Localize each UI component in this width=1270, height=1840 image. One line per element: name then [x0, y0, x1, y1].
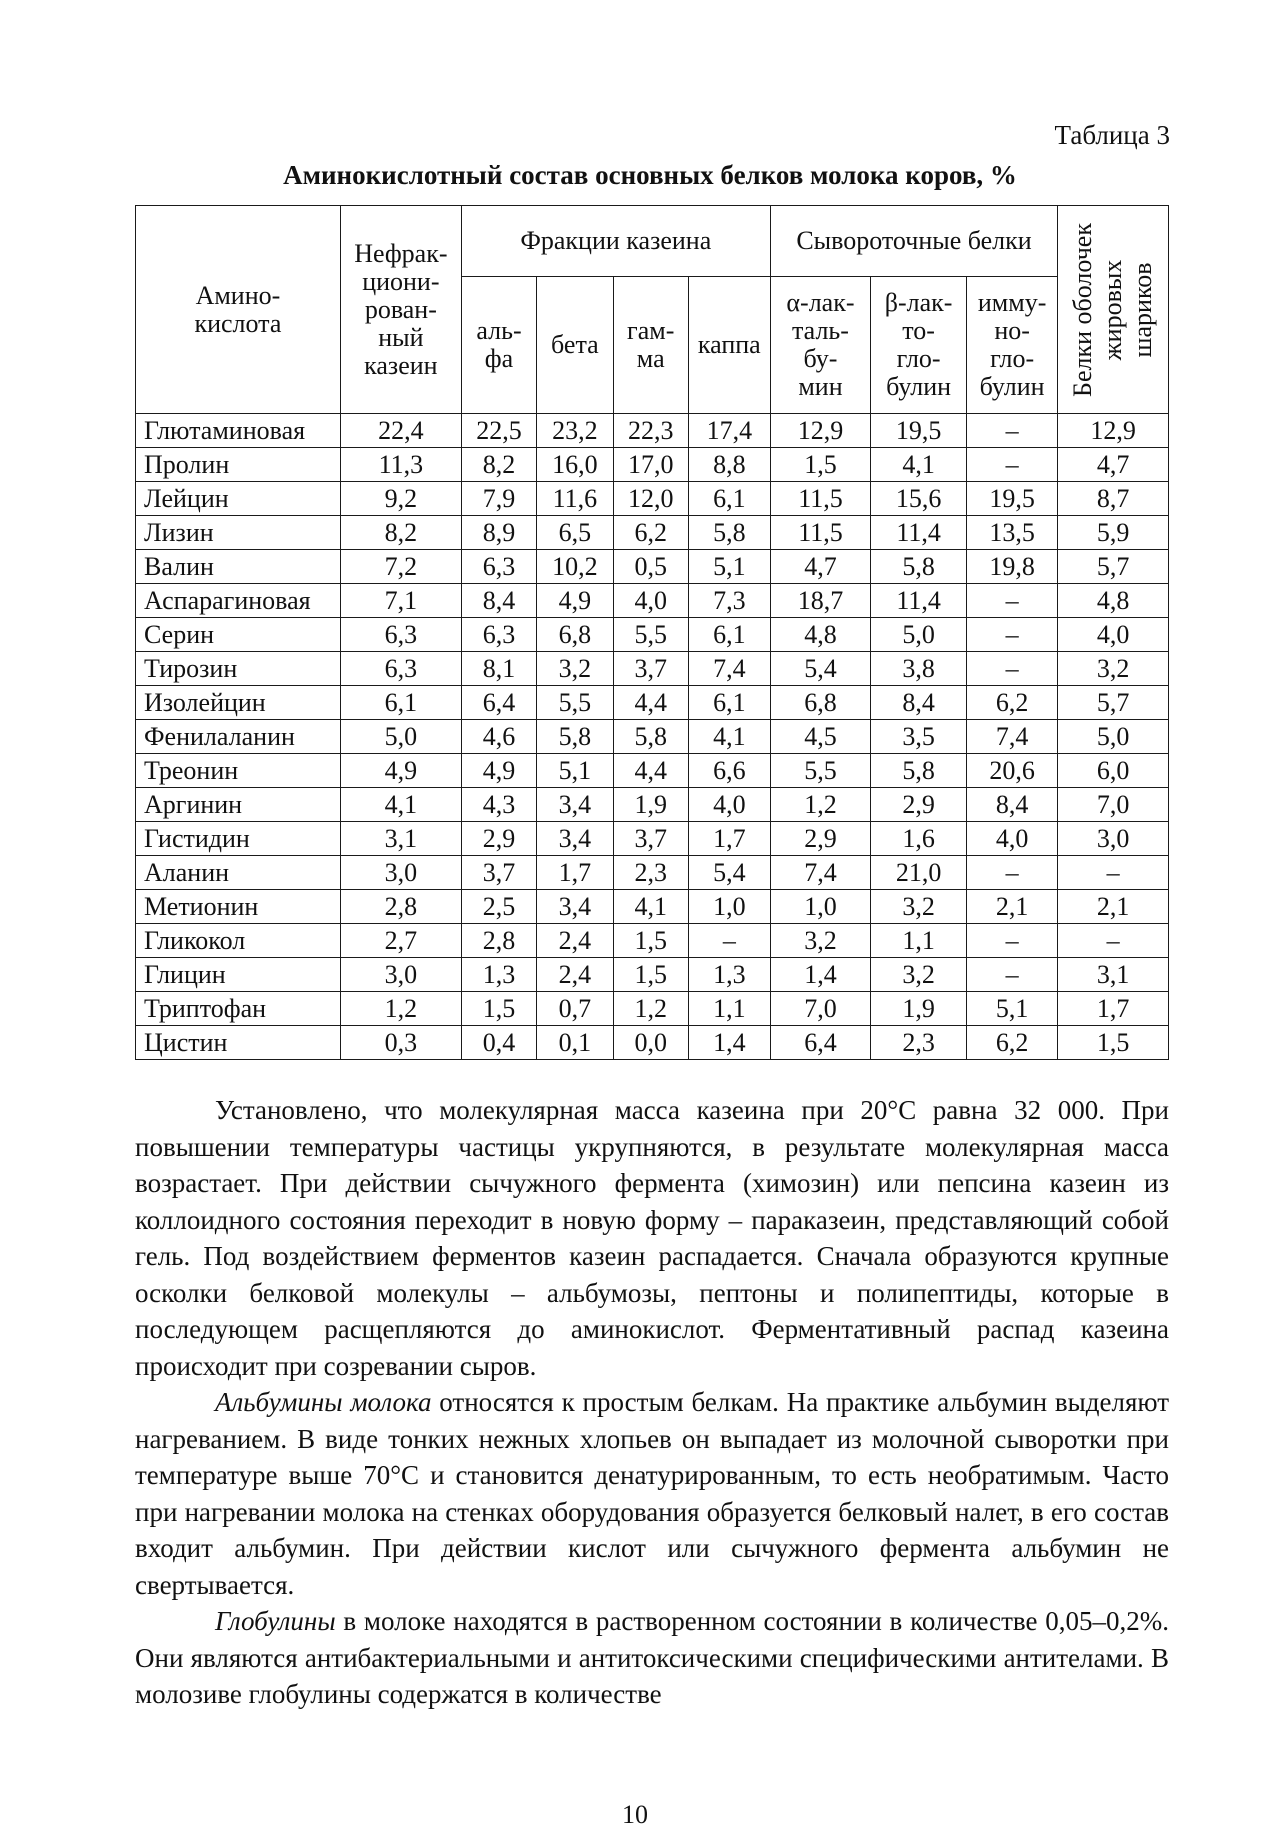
paragraph-casein: Установлено, что молекулярная масса казеина при 20°С равна 32 000. При повышении температуры частицы укрупняются, в результате молекулярная масса возрастает. При действии сычужного фермента (химозин) или пепсина казеин из коллоидного состояния переходит в новую форму – параказеин, представляющий собой гель. Под воздействием ферментов казеин распадается. Сначала образуются крупные осколки белковой молекулы – альбумозы, пептоны и полипептиды, которые в последующем расщепляются до аминокислот. Ферментативный распад казеина происходит при созревании сыров. [135, 1095, 1169, 1381]
table-row [136, 584, 1169, 618]
table-cell: 4,6 [461, 720, 536, 754]
table-cell: 17,4 [688, 414, 770, 448]
table-cell: 1,1 [871, 924, 967, 958]
table-cell: 1,0 [770, 890, 870, 924]
table-cell: 3,0 [340, 856, 461, 890]
table-cell: 5,1 [537, 754, 613, 788]
table-row [136, 1026, 1169, 1060]
table-cell: 4,4 [613, 754, 688, 788]
table-body [136, 414, 1169, 1060]
table-cell: 4,1 [613, 890, 688, 924]
amino-acid-name: Гликокол [136, 924, 341, 958]
table-cell: 4,1 [871, 448, 967, 482]
table-cell: 19,8 [967, 550, 1058, 584]
table-row [136, 958, 1169, 992]
table-cell: 4,9 [340, 754, 461, 788]
table-cell: 4,7 [770, 550, 870, 584]
table-cell: 17,0 [613, 448, 688, 482]
table-cell: – [1058, 856, 1169, 890]
table-cell: 5,4 [770, 652, 870, 686]
header-nonfractionated-casein [340, 206, 461, 414]
table-cell: 7,3 [688, 584, 770, 618]
table-cell: 8,7 [1058, 482, 1169, 516]
table-cell: 3,7 [613, 822, 688, 856]
table-row [136, 822, 1169, 856]
term-globulins: Глобулины [215, 1606, 336, 1636]
table-cell: 11,5 [770, 516, 870, 550]
header-lactalbumin-line-3: бу- [803, 344, 838, 373]
table-cell: 6,5 [537, 516, 613, 550]
table-cell: – [967, 414, 1058, 448]
table-cell: 4,9 [461, 754, 536, 788]
table-cell: 5,7 [1058, 550, 1169, 584]
table-cell: 4,7 [1058, 448, 1169, 482]
table-cell: 5,8 [871, 550, 967, 584]
table-cell: 12,9 [1058, 414, 1169, 448]
header-casein-fractions: Фракции казеина [461, 206, 770, 277]
table-cell: 1,7 [537, 856, 613, 890]
table-cell: – [967, 448, 1058, 482]
table-cell: 22,5 [461, 414, 536, 448]
header-nonfrac-line-5: казеин [364, 350, 438, 380]
table-cell: 1,2 [613, 992, 688, 1026]
table-cell: 18,7 [770, 584, 870, 618]
header-lactalbumin-line-2: таль- [792, 316, 849, 345]
table-cell: 1,9 [613, 788, 688, 822]
table-cell: 2,5 [461, 890, 536, 924]
table-cell: 0,7 [537, 992, 613, 1026]
table-cell: 8,4 [871, 686, 967, 720]
table-cell: 1,3 [688, 958, 770, 992]
amino-acid-name: Аспарагиновая [136, 584, 341, 618]
table-cell: 3,4 [537, 890, 613, 924]
table-cell: 1,2 [340, 992, 461, 1026]
table-cell: 2,7 [340, 924, 461, 958]
table-row [136, 448, 1169, 482]
table-cell: 1,9 [871, 992, 967, 1026]
table-cell: – [967, 652, 1058, 686]
table-cell: 7,0 [770, 992, 870, 1026]
table-cell: 5,5 [537, 686, 613, 720]
amino-acid-name: Серин [136, 618, 341, 652]
term-albumins: Альбумины молока [215, 1387, 432, 1417]
table-cell: 7,4 [967, 720, 1058, 754]
header-lactoglobulin-line-3: гло- [896, 344, 941, 373]
table-cell: 3,2 [537, 652, 613, 686]
table-cell: 4,3 [461, 788, 536, 822]
table-cell: 3,8 [871, 652, 967, 686]
table-row [136, 754, 1169, 788]
table-cell: 4,0 [613, 584, 688, 618]
table-cell: 1,7 [688, 822, 770, 856]
table-cell: 3,1 [340, 822, 461, 856]
table-cell: 7,2 [340, 550, 461, 584]
table-cell: 6,1 [688, 686, 770, 720]
table-cell: 4,1 [340, 788, 461, 822]
header-amino-line-2: кислота [194, 308, 282, 338]
paragraph-globulins [135, 1603, 1169, 1713]
amino-acid-name: Глютаминовая [136, 414, 341, 448]
amino-acid-name: Глицин [136, 958, 341, 992]
table-cell: 1,1 [688, 992, 770, 1026]
table-row [136, 856, 1169, 890]
table-cell: 4,0 [967, 822, 1058, 856]
table-cell: – [967, 584, 1058, 618]
table-cell: 3,5 [871, 720, 967, 754]
header-whey-proteins: Сывороточные белки [770, 206, 1057, 277]
header-lactalbumin-line-4: мин [798, 372, 843, 401]
header-fat-line-1: Белки оболочек [1068, 222, 1098, 397]
table-cell: 1,0 [688, 890, 770, 924]
table-row [136, 652, 1169, 686]
table-cell: – [1058, 924, 1169, 958]
header-gamma-line-1: гам- [627, 316, 675, 345]
table-cell: 8,9 [461, 516, 536, 550]
table-cell: – [688, 924, 770, 958]
table-cell: 4,0 [688, 788, 770, 822]
table-cell: 6,3 [340, 652, 461, 686]
table-cell: 2,4 [537, 958, 613, 992]
amino-acid-table [135, 205, 1169, 1060]
table-cell: 11,4 [871, 516, 967, 550]
table-cell: 9,2 [340, 482, 461, 516]
table-row [136, 516, 1169, 550]
table-cell: 11,4 [871, 584, 967, 618]
table-row [136, 618, 1169, 652]
table-row [136, 686, 1169, 720]
table-cell: 4,9 [537, 584, 613, 618]
table-row [136, 890, 1169, 924]
table-cell: 2,9 [871, 788, 967, 822]
table-row [136, 992, 1169, 1026]
table-cell: 12,0 [613, 482, 688, 516]
table-cell: 5,5 [770, 754, 870, 788]
header-lactoglobulin-line-2: то- [902, 316, 935, 345]
header-nonfrac-line-1: Нефрак- [354, 238, 448, 268]
table-cell: 19,5 [871, 414, 967, 448]
amino-acid-name: Валин [136, 550, 341, 584]
table-cell: 22,3 [613, 414, 688, 448]
header-fat-line-3: шариков [1128, 261, 1158, 358]
table-cell: 0,4 [461, 1026, 536, 1060]
header-amino-acid [136, 206, 341, 414]
table-cell: 1,5 [770, 448, 870, 482]
amino-acid-name: Аргинин [136, 788, 341, 822]
table-cell: 6,2 [613, 516, 688, 550]
header-nonfrac-line-2: циони- [362, 266, 440, 296]
header-immunoglobulin-line-3: гло- [990, 344, 1035, 373]
table-cell: 20,6 [967, 754, 1058, 788]
table-cell: 6,2 [967, 686, 1058, 720]
table-cell: 6,4 [770, 1026, 870, 1060]
table-cell: 1,4 [770, 958, 870, 992]
header-gamma-line-2: ма [636, 344, 665, 373]
table-cell: 5,5 [613, 618, 688, 652]
table-cell: 2,8 [461, 924, 536, 958]
table-cell: 0,1 [537, 1026, 613, 1060]
table-cell: 3,4 [537, 788, 613, 822]
table-cell: 3,2 [871, 958, 967, 992]
table-cell: 1,5 [1058, 1026, 1169, 1060]
header-lactoglobulin-line-4: булин [886, 372, 952, 401]
page-number: 10 [622, 1800, 648, 1829]
table-cell: 21,0 [871, 856, 967, 890]
table-cell: 1,5 [613, 958, 688, 992]
body-text [135, 1092, 1169, 1713]
table-row [136, 550, 1169, 584]
table-cell: – [967, 924, 1058, 958]
header-kappa: каппа [688, 277, 770, 414]
header-immunoglobulin-line-1: имму- [977, 288, 1047, 317]
amino-acid-name: Фенилаланин [136, 720, 341, 754]
table-cell: 6,3 [461, 618, 536, 652]
table-cell: 6,3 [340, 618, 461, 652]
table-cell: 6,8 [770, 686, 870, 720]
header-alpha-lactalbumin [770, 277, 870, 414]
table-cell: 11,6 [537, 482, 613, 516]
paragraph-albumins-text: относятся к простым белкам. На практике альбумин выделяют нагреванием. В виде тонких нежных хлопьев он выпадает из молочной сыворотки при температуре выше 70°С и становится денатурированным, то есть необратимым. Часто при нагревании молока на стенках оборудования образуется белковый налет, в его состав входит альбумин. При действии кислот или сычужного фермента альбумин не свертывается. [135, 1387, 1169, 1600]
table-cell: 0,3 [340, 1026, 461, 1060]
header-fat-line-2: жировых [1098, 259, 1128, 360]
table-cell: 3,2 [1058, 652, 1169, 686]
table-title: Аминокислотный состав основных белков молока коров, % [283, 160, 1017, 190]
table-cell: 8,8 [688, 448, 770, 482]
table-cell: 3,1 [1058, 958, 1169, 992]
table-cell: 11,5 [770, 482, 870, 516]
table-cell: 6,8 [537, 618, 613, 652]
table-label: Таблица 3 [1054, 120, 1170, 150]
table-cell: 6,2 [967, 1026, 1058, 1060]
table-cell: 6,3 [461, 550, 536, 584]
table-row [136, 924, 1169, 958]
amino-acid-name: Лизин [136, 516, 341, 550]
header-nonfrac-line-4: ный [378, 322, 424, 352]
header-lactalbumin-line-1: α-лак- [786, 288, 855, 317]
table-cell: 0,5 [613, 550, 688, 584]
table-cell: 1,7 [1058, 992, 1169, 1026]
table-row [136, 788, 1169, 822]
table-cell: 5,9 [1058, 516, 1169, 550]
table-cell: 10,2 [537, 550, 613, 584]
table-cell: 7,4 [688, 652, 770, 686]
table-cell: 8,4 [461, 584, 536, 618]
table-cell: 5,7 [1058, 686, 1169, 720]
table-cell: 8,2 [340, 516, 461, 550]
amino-acid-name: Метионин [136, 890, 341, 924]
table-cell: 15,6 [871, 482, 967, 516]
table-cell: 5,1 [967, 992, 1058, 1026]
table-cell: 3,2 [871, 890, 967, 924]
table-cell: 6,1 [340, 686, 461, 720]
table-cell: 1,5 [613, 924, 688, 958]
table-cell: 1,3 [461, 958, 536, 992]
amino-acid-name: Треонин [136, 754, 341, 788]
table-cell: 6,1 [688, 618, 770, 652]
table-cell: 3,0 [1058, 822, 1169, 856]
table-cell: 3,2 [770, 924, 870, 958]
table-cell: 2,1 [1058, 890, 1169, 924]
header-immunoglobulin [967, 277, 1058, 414]
table-cell: 7,4 [770, 856, 870, 890]
table-cell: 13,5 [967, 516, 1058, 550]
table-cell: 5,8 [537, 720, 613, 754]
table-cell: 8,2 [461, 448, 536, 482]
table-cell: 11,3 [340, 448, 461, 482]
table-cell: 2,9 [461, 822, 536, 856]
table-cell: 5,1 [688, 550, 770, 584]
header-amino-line-1: Амино- [195, 280, 281, 310]
table-cell: 16,0 [537, 448, 613, 482]
table-cell: 3,7 [613, 652, 688, 686]
table-cell: 2,1 [967, 890, 1058, 924]
amino-acid-name: Цистин [136, 1026, 341, 1060]
paragraph-globulins-text: в молоке находятся в растворенном состоянии в количестве 0,05–0,2%. Они являются антибактериальными и антитоксическими специфическими антителами. В молозиве глобулины содержатся в количестве [135, 1606, 1169, 1709]
table-cell: 5,8 [688, 516, 770, 550]
header-gamma [613, 277, 688, 414]
table-cell: 3,7 [461, 856, 536, 890]
table-cell: 8,1 [461, 652, 536, 686]
header-immunoglobulin-line-2: но- [994, 316, 1030, 345]
table-cell: 5,0 [1058, 720, 1169, 754]
amino-acid-name: Триптофан [136, 992, 341, 1026]
amino-acid-name: Лейцин [136, 482, 341, 516]
table-cell: 2,3 [871, 1026, 967, 1060]
table-cell: 12,9 [770, 414, 870, 448]
table-cell: 23,2 [537, 414, 613, 448]
table-cell: 5,0 [340, 720, 461, 754]
table-cell: 4,4 [613, 686, 688, 720]
table-cell: – [967, 958, 1058, 992]
table-cell: 0,0 [613, 1026, 688, 1060]
table-cell: 3,4 [537, 822, 613, 856]
amino-acid-name: Гистидин [136, 822, 341, 856]
table-cell: 2,8 [340, 890, 461, 924]
amino-acid-name: Изолейцин [136, 686, 341, 720]
table-cell: 6,0 [1058, 754, 1169, 788]
table-row [136, 414, 1169, 448]
table-row [136, 482, 1169, 516]
table-cell: 1,4 [688, 1026, 770, 1060]
table-cell: 2,4 [537, 924, 613, 958]
header-beta-lactoglobulin [871, 277, 967, 414]
table-cell: 2,3 [613, 856, 688, 890]
table-cell: 5,8 [871, 754, 967, 788]
table-row [136, 720, 1169, 754]
table-cell: 3,0 [340, 958, 461, 992]
header-immunoglobulin-line-4: булин [979, 372, 1045, 401]
table-cell: 6,1 [688, 482, 770, 516]
table-cell: 19,5 [967, 482, 1058, 516]
table-cell: 7,9 [461, 482, 536, 516]
header-alpha [461, 277, 536, 414]
table-cell: 5,4 [688, 856, 770, 890]
table-cell: 1,2 [770, 788, 870, 822]
amino-acid-name: Аланин [136, 856, 341, 890]
table-cell: 7,1 [340, 584, 461, 618]
paragraph-albumins [135, 1384, 1169, 1603]
header-fat-globule-membrane-proteins [1058, 206, 1169, 414]
table-cell: 1,6 [871, 822, 967, 856]
table-cell: 4,5 [770, 720, 870, 754]
header-beta: бета [537, 277, 613, 414]
table-cell: – [967, 618, 1058, 652]
table-cell: 4,0 [1058, 618, 1169, 652]
table-cell: 4,1 [688, 720, 770, 754]
table-cell: 4,8 [770, 618, 870, 652]
header-alpha-line-2: фа [484, 344, 514, 373]
amino-acid-name: Тирозин [136, 652, 341, 686]
table-cell: 6,6 [688, 754, 770, 788]
table-cell: 2,9 [770, 822, 870, 856]
table-cell: 22,4 [340, 414, 461, 448]
table-cell: 5,0 [871, 618, 967, 652]
table-cell: 7,0 [1058, 788, 1169, 822]
table-cell: 1,5 [461, 992, 536, 1026]
header-nonfrac-line-3: рован- [364, 294, 437, 324]
table-cell: 8,4 [967, 788, 1058, 822]
amino-acid-name: Пролин [136, 448, 341, 482]
header-alpha-line-1: аль- [476, 316, 522, 345]
table-cell: 4,8 [1058, 584, 1169, 618]
table-cell: – [967, 856, 1058, 890]
header-lactoglobulin-line-1: β-лак- [884, 288, 953, 317]
table-cell: 6,4 [461, 686, 536, 720]
table-cell: 5,8 [613, 720, 688, 754]
